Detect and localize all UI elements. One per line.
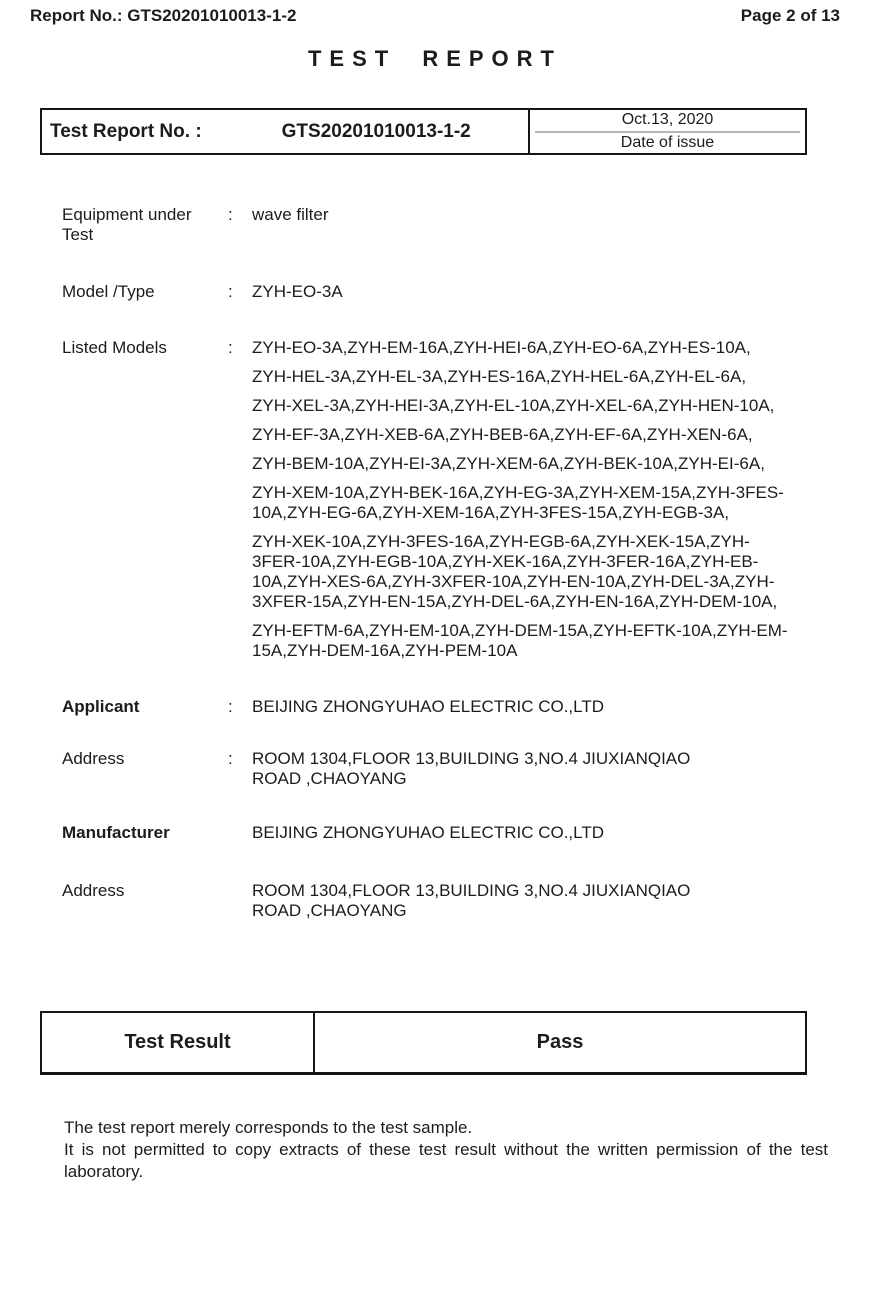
report-number-value: GTS20201010013-1-2	[281, 120, 471, 142]
footer-note-line1: The test report merely corresponds to the test sample.	[64, 1118, 473, 1137]
report-info-table	[40, 108, 807, 155]
field-equipment	[0, 205, 870, 245]
field-model-separator: :	[228, 282, 233, 301]
listed-models-paragraph: ZYH-HEL-3A,ZYH-EL-3A,ZYH-ES-16A,ZYH-HEL-6A,ZYH-EL-6A,	[252, 367, 747, 386]
field-manufacturer-address	[0, 881, 870, 921]
field-listed-models	[0, 338, 870, 661]
field-applicant	[0, 697, 870, 717]
issue-date-label: Date of issue	[620, 133, 715, 151]
field-model-label: Model /Type	[62, 282, 155, 301]
header-report-no: Report No.: GTS20201010013-1-2	[30, 6, 297, 25]
field-equipment-label: Equipment under Test	[62, 205, 192, 244]
field-listed-models-value	[252, 338, 790, 661]
listed-models-paragraph: ZYH-XEK-10A,ZYH-3FES-16A,ZYH-EGB-6A,ZYH-XEK-15A,ZYH-3FER-10A,ZYH-EGB-10A,ZYH-XEK-16A,ZYH-3FER-16A,ZYH-EB-10A,ZYH-XES-6A,ZYH-3XFER-10A,ZYH-EN-10A,ZYH-DEL-3A,ZYH-3XFER-15A,ZYH-EN-15A,ZYH-DEL-6A,ZYH-EN-16A,ZYH-DEM-10A,	[252, 532, 778, 611]
field-listed-models-separator: :	[228, 338, 233, 357]
footer-note-line2: It is not permitted to copy extracts of these test result without the written permission of the test laboratory.	[64, 1140, 828, 1181]
field-applicant-address	[0, 749, 870, 789]
listed-models-paragraph: ZYH-EF-3A,ZYH-XEB-6A,ZYH-BEB-6A,ZYH-EF-6A,ZYH-XEN-6A,	[252, 425, 753, 444]
page-header	[0, 0, 870, 26]
field-model	[0, 282, 870, 302]
issue-date-value: Oct.13, 2020	[535, 110, 800, 133]
field-model-value: ZYH-EO-3A	[252, 282, 343, 301]
page-title: TEST REPORT	[307, 46, 562, 71]
listed-models-paragraph: ZYH-XEM-10A,ZYH-BEK-16A,ZYH-EG-3A,ZYH-XEM-15A,ZYH-3FES-10A,ZYH-EG-6A,ZYH-XEM-16A,ZYH-3FES-15A,ZYH-EGB-3A,	[252, 483, 784, 522]
listed-models-paragraph: ZYH-XEL-3A,ZYH-HEI-3A,ZYH-EL-10A,ZYH-XEL-6A,ZYH-HEN-10A,	[252, 396, 775, 415]
field-applicant-address-value: ROOM 1304,FLOOR 13,BUILDING 3,NO.4 JIUXIANQIAO ROAD ,CHAOYANG	[252, 749, 691, 788]
header-page-indicator: Page 2 of 13	[740, 6, 840, 25]
test-result-table	[40, 1011, 807, 1075]
field-equipment-value: wave filter	[252, 205, 329, 224]
field-listed-models-label: Listed Models	[62, 338, 167, 357]
report-fields	[0, 205, 870, 921]
field-manufacturer-value: BEIJING ZHONGYUHAO ELECTRIC CO.,LTD	[252, 823, 605, 842]
footer-note	[0, 1117, 870, 1183]
test-result-value: Pass	[536, 1031, 584, 1053]
listed-models-paragraph: ZYH-EO-3A,ZYH-EM-16A,ZYH-HEI-6A,ZYH-EO-6A,ZYH-ES-10A,	[252, 338, 751, 357]
field-applicant-value: BEIJING ZHONGYUHAO ELECTRIC CO.,LTD	[252, 697, 605, 716]
field-manufacturer-label: Manufacturer	[62, 823, 170, 842]
field-applicant-separator: :	[228, 697, 233, 716]
field-applicant-address-separator: :	[228, 749, 233, 768]
issue-date-cell	[530, 110, 805, 153]
listed-models-paragraph: ZYH-EFTM-6A,ZYH-EM-10A,ZYH-DEM-15A,ZYH-EFTK-10A,ZYH-EM-15A,ZYH-DEM-16A,ZYH-PEM-10A	[252, 621, 788, 660]
test-result-label: Test Result	[42, 1013, 315, 1072]
field-manufacturer-address-label: Address	[62, 881, 125, 900]
field-manufacturer-address-value: ROOM 1304,FLOOR 13,BUILDING 3,NO.4 JIUXIANQIAO ROAD ,CHAOYANG	[252, 881, 691, 920]
field-applicant-label: Applicant	[62, 697, 140, 716]
report-number-cell	[42, 110, 530, 153]
report-number-label: Test Report No. :	[50, 120, 202, 142]
field-equipment-separator: :	[228, 205, 233, 224]
listed-models-paragraph: ZYH-BEM-10A,ZYH-EI-3A,ZYH-XEM-6A,ZYH-BEK-10A,ZYH-EI-6A,	[252, 454, 765, 473]
field-manufacturer	[0, 823, 870, 843]
field-applicant-address-label: Address	[62, 749, 125, 768]
